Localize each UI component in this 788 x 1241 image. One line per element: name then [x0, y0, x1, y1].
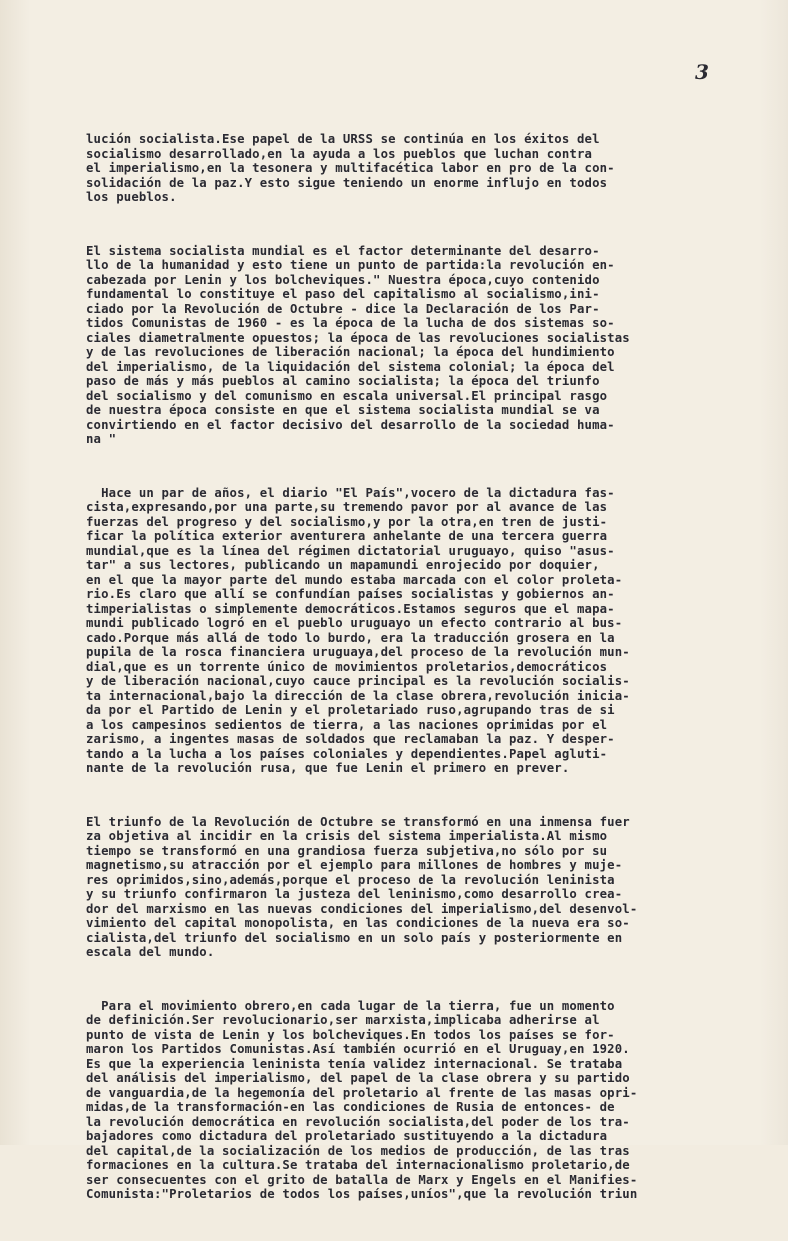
- text-line: ser consecuentes con el grito de batalla de Marx y Engels en el Manifies-: [86, 1172, 638, 1187]
- text-line: ciado por la Revolución de Octubre - dice la Declaración de los Par-: [86, 301, 600, 316]
- text-line: solidación de la paz.Y esto sigue teniendo un enorme influjo en todos: [86, 175, 608, 190]
- text-line: Hace un par de años, el diario "El País",vocero de la dictadura fas-: [86, 485, 615, 500]
- text-line: lución socialista.Ese papel de la URSS se continúa en los éxitos del: [86, 132, 600, 146]
- text-line: de nuestra época consiste en que el sistema socialista mundial se va: [86, 403, 600, 417]
- paragraph-5: [86, 999, 746, 1202]
- text-line: de definición.Ser revolucionario,ser marxista,implicaba adherirse al: [86, 1013, 600, 1027]
- text-line: za objetiva al incidir en la crisis del sistema imperialista.Al mismo: [86, 829, 608, 843]
- text-line: del análisis del imperialismo, del papel de la clase obrera y su partido: [86, 1071, 630, 1085]
- text-line: res oprimidos,sino,además,porque el proceso de la revolución leninista: [86, 872, 615, 887]
- text-line: El triunfo de la Revolución de Octubre se transformó en una inmensa fuer: [86, 814, 630, 829]
- text-line: dial,que es un torrente único de movimientos proletarios,democráticos: [86, 659, 608, 674]
- text-line: Para el movimiento obrero,en cada lugar de la tierra, fue un momento: [86, 998, 615, 1013]
- text-line: magnetismo,su atracción por el ejemplo para millones de hombres y muje-: [86, 858, 623, 872]
- text-line: en el que la mayor parte del mundo estaba marcada con el color proleta-: [86, 572, 623, 587]
- text-line: cado.Porque más allá de todo lo burdo, era la traducción grosera en la: [86, 630, 615, 645]
- text-line: bajadores como dictadura del proletariado sustituyendo a la dictadura: [86, 1129, 608, 1143]
- paragraph-1: [86, 132, 746, 205]
- text-line: timperialistas o simplemente democráticos.Estamos seguros que el mapa-: [86, 601, 615, 616]
- text-line: el imperialismo,en la tesonera y multifacética labor en pro de la con-: [86, 161, 615, 175]
- text-line: del capital,de la socialización de los medios de producción, de las tras: [86, 1143, 630, 1158]
- text-line: El sistema socialista mundial es el factor determinante del desarro-: [86, 243, 600, 258]
- text-line: convirtiendo en el factor decisivo del desarrollo de la sociedad huma-: [86, 417, 615, 432]
- text-line: na ": [86, 432, 117, 446]
- body-text: [86, 103, 746, 1241]
- text-line: ficar la política exterior aventurera anhelante de una tercera guerra: [86, 529, 608, 543]
- text-line: dor del marxismo en las nuevas condiciones del imperialismo,del desenvol-: [86, 901, 638, 916]
- text-line: del socialismo y del comunismo en escala universal.El principal rasgo: [86, 388, 608, 403]
- text-line: tiempo se transformó en una grandiosa fuerza subjetiva,no sólo por su: [86, 843, 608, 858]
- paragraph-2: [86, 244, 746, 447]
- text-line: cista,expresando,por una parte,su tremendo pavor por al avance de las: [86, 500, 608, 514]
- paragraph-4: [86, 815, 746, 960]
- text-line: fuerzas del progreso y del socialismo,y por la otra,en tren de justi-: [86, 514, 608, 529]
- text-line: mundial,que es la línea del régimen dictatorial uruguayo, quiso "asus-: [86, 543, 615, 558]
- text-line: formaciones en la cultura.Se trataba del internacionalismo proletario,de: [86, 1158, 630, 1172]
- text-line: del imperialismo, de la liquidación del sistema colonial; la época del: [86, 359, 615, 374]
- text-line: rio.Es claro que allí se confundían países socialistas y gobiernos an-: [86, 587, 615, 601]
- text-line: da por el Partido de Lenin y el proletariado ruso,agrupando tras de si: [86, 703, 615, 717]
- text-line: escala del mundo.: [86, 945, 215, 959]
- text-line: la revolución democrática en revolución socialista,del poder de los tra-: [86, 1114, 630, 1129]
- text-line: nante de la revolución rusa, que fue Lenin el primero en prever.: [86, 761, 570, 775]
- page-number: 3: [695, 60, 709, 84]
- text-line: y de las revoluciones de liberación nacional; la época del hundimiento: [86, 345, 615, 359]
- text-line: de vanguardia,de la hegemonía del proletario al frente de las masas opri-: [86, 1085, 638, 1100]
- paragraph-3: [86, 486, 746, 776]
- text-line: Es que la experiencia leninista tenía validez internacional. Se trataba: [86, 1056, 623, 1071]
- text-line: Comunista:"Proletarios de todos los países,uníos",que la revolución triun: [86, 1187, 638, 1201]
- text-line: tar" a sus lectores, publicando un mapamundi enrojecido por doquier,: [86, 558, 600, 572]
- text-line: vimiento del capital monopolista, en las condiciones de la nueva era so-: [86, 916, 630, 930]
- text-line: tidos Comunistas de 1960 - es la época de la lucha de dos sistemas so-: [86, 316, 615, 330]
- text-line: a los campesinos sedientos de tierra, a las naciones oprimidas por el: [86, 717, 608, 732]
- text-line: midas,de la transformación-en las condiciones de Rusia de entonces- de: [86, 1100, 615, 1114]
- text-line: cabezada por Lenin y los bolcheviques." Nuestra época,cuyo contenido: [86, 272, 600, 287]
- text-line: llo de la humanidad y esto tiene un punto de partida:la revolución en-: [86, 258, 615, 272]
- text-line: y de liberación nacional,cuyo cauce principal es la revolución socialis-: [86, 674, 630, 688]
- text-line: los pueblos.: [86, 190, 177, 204]
- text-line: y su triunfo confirmaron la justeza del leninismo,como desarrollo crea-: [86, 887, 623, 901]
- text-line: pupila de la rosca financiera uruguaya,del proceso de la revolución mun-: [86, 645, 630, 659]
- text-line: zarismo, a ingentes masas de soldados que reclamaban la paz. Y desper-: [86, 732, 615, 746]
- text-line: cialista,del triunfo del socialismo en un solo país y posteriormente en: [86, 930, 623, 945]
- text-line: ta internacional,bajo la dirección de la clase obrera,revolución inicia-: [86, 688, 630, 703]
- text-line: tando a la lucha a los países coloniales y dependientes.Papel agluti-: [86, 746, 608, 761]
- text-line: paso de más y más pueblos al camino socialista; la época del triunfo: [86, 374, 600, 388]
- text-line: socialismo desarrollado,en la ayuda a los pueblos que luchan contra: [86, 146, 593, 161]
- text-line: fundamental lo constituye el paso del capitalismo al socialismo,ini-: [86, 287, 600, 301]
- text-line: ciales diametralmente opuestos; la época de las revoluciones socialistas: [86, 330, 630, 345]
- text-line: punto de vista de Lenin y los bolcheviques.En todos los países se for-: [86, 1027, 615, 1042]
- text-line: maron los Partidos Comunistas.Así también ocurrió en el Uruguay,en 1920.: [86, 1042, 630, 1056]
- text-line: mundi publicado logró en el pueblo uruguayo un efecto contrario al bus-: [86, 616, 623, 630]
